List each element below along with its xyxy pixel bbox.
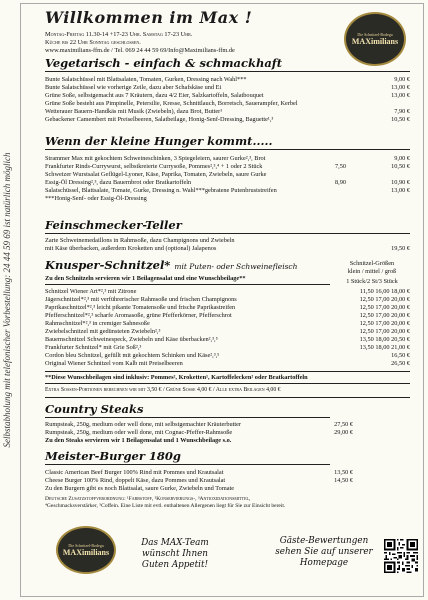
menu-item: Zarte Schweinemedaillons in Rahmsoße, dazu Champignons und Zwiebeln [45,237,235,244]
menu-item: Zwiebelschnitzel mit gedünsteten Zwiebeln²,³ [45,328,161,335]
menu-item: Original Wiener Schnitzel vom Kalb mit Preiselbeeren [45,360,183,367]
menu-item: Paprikaschnitzel*²,³ leicht pikante Tomatensoße und frische Paprikastreifen [45,304,236,311]
page-title: Willkommen im Max ! [45,8,253,27]
menu-item: Frankfurter Schnitzel* mit Grie Soß²,³ [45,344,142,351]
side-note: Selbstabholung mit telefonischer Vorbestellung: 24 44 59 69 ist natürlich möglich [2,152,12,448]
section-title-hunger: Wenn der kleine Hunger kommt..... [45,134,273,148]
kitchen-hours: Küche bis 22 Uhr Sonntag geschlossen. [45,39,141,46]
menu-item: Schnitzel Wiener Art*²,³ mit Zitrone [45,288,137,295]
divider [45,397,410,398]
knusper-title: Knusper-Schnitzel* [45,258,171,272]
greeting-line: wünscht Ihnen [142,549,208,559]
menu-item: Wetterauer Bauern-Handkäs mit Musik (Zwiebeln), dazu Brot, Butter¹ [45,108,223,115]
opening-hours: Montag-Freitag 11.30-14 +17-23 Uhr. Samstag 17-23 Uhr. [45,31,193,38]
item-price: 9,00 € [394,76,410,83]
item-price: 16,50 € [391,352,410,359]
menu-item: Cheese Burger 100% Rind, doppelt Käse, dazu Pommes und Krautsalat [45,477,226,484]
section-title-knusper [45,258,297,272]
footer-logo [56,526,116,574]
menu-item: Rumpsteak, 250g, medium oder well done, mit selbstgemachter Kräuterbutter [45,421,242,428]
menu-item: Rahmschnitzel*²,³ in cremiger Sahnesoße [45,320,150,327]
section-title-feinschmecker: Feinschmecker-Teller [45,218,182,232]
item-price: 13,00 € [391,84,410,91]
divider [45,417,330,418]
divider [45,371,410,372]
additives-line1: Deutsche Zusatzstoffverordnung: ¹Farbstoff, ²Konservierungs-, ³Antioxidationsmittel, [45,496,251,502]
burger-title: Meister-Burger [45,449,145,463]
item-price: 10,90 € [391,179,410,186]
restaurant-logo [344,12,406,66]
divider [45,383,410,384]
divider [45,284,330,285]
menu-item: Gebackener Camembert mit Preiselbeeren, Salatbeilage, Honig-Senf-Dressing, Baguette¹,³ [45,116,274,123]
section-title-steaks: Country Steaks [45,402,144,416]
menu-item: Pfefferschnitzel*²,³ scharfe Aromasoße, grüne Pfefferkörner, Pfefferschrot [45,312,232,319]
item-price: 7,90 € [394,108,410,115]
section-title-vegetarisch: Vegetarisch - einfach & schmackhaft [45,56,283,70]
menu-item: Zu den Burgern gibt es noch Blattsalat, saure Gurke, Zwiebeln und Tomate [45,485,235,492]
menu-item: ***Honig-Senf- oder Essig-Öl-Dressing [45,195,147,202]
menu-item: Frankfurter Rinds-Currywurst, selbstkreierte Currysoße, Pommes²,³,⁴ + 1 oder 2 Stück [45,163,263,170]
item-price: 11,50 16,00 18,00 € [359,288,410,295]
burger-weight: 180g [148,449,181,463]
logo-subtitle: Die Schnitzel-Bodega [357,32,393,37]
logo-name: MAXimilians [62,548,110,557]
item-price: 26,50 € [391,360,410,367]
knusper-subtitle: mit Puten- oder Schweinefleisch [174,262,298,271]
steaks-note: Zu den Steaks servieren wir 1 Beilagensalat und 1 Wunschbeilage s.o. [45,437,232,444]
item-price: 9,00 € [394,155,410,162]
menu-item: Grüne Soße, selbstgemacht aus 7 Kräutern, dazu 4/2 Eier, Salzkartoffeln, Salatbouquet [45,92,264,99]
divider [45,149,410,150]
logo-name: MAXimilians [351,37,399,46]
reviews-line: sehen Sie auf unserer [275,547,373,557]
item-price-small: 8,90 [335,179,347,186]
item-price: 12,50 17,00 20,00 € [359,312,410,319]
wunschbeilagen-note: **Diese Wunschbeilagen sind inklusiv: Pommes², Kroketten¹, Kartoffelecken² oder Bratkartoffeln [45,374,308,381]
contact-line: www.maximilians-ffm.de / Tel. 069 24 44 59 69/Info@Maximilians-ffm.de [45,47,235,54]
menu-item: Rumpsteak, 250g, medium oder well done, mit Cognac-Pfeffer-Rahmsoße [45,429,233,436]
size-header: klein / mittel / groß [347,268,397,275]
item-price: 12,50 17,00 20,00 € [359,328,410,335]
item-price: 10,50 € [391,163,410,170]
item-price: 29,00 € [334,429,353,436]
item-price: 13,50 18,00 20,50 € [359,336,410,343]
item-price: 13,00 € [391,187,410,194]
greeting-line: Das MAX-Team [141,538,209,548]
item-price: 14,50 € [334,477,353,484]
reviews-line: Gäste-Bewertungen [279,536,369,546]
item-price: 10,50 € [391,116,410,123]
item-price: 13,50 18,00 21,00 € [359,344,410,351]
item-price: 13,50 € [334,469,353,476]
greeting-line: Guten Appetit! [141,560,209,570]
schnitzel-note: Zu den Schnitzeln servieren wir 1 Beilagensalat und eine Wunschbeilage** [45,275,246,282]
item-price-small: 7,50 [335,163,347,170]
menu-item: Bunte Salatschüssel mit Blattsalaten, Tomaten, Gurken, Dressing nach Wahl*** [45,76,247,83]
menu-item: Salatschüssel, Blattsalate, Tomate, Gurke, Dressing n. Wahl***gebratene Putenbruststreifen [45,187,277,194]
logo-subtitle: Die Schnitzel-Bodega [68,543,104,548]
size-header: Schnitzel-Größen [349,260,395,267]
item-price: 27,50 € [334,421,353,428]
qr-code-icon[interactable] [384,539,418,573]
menu-item: Bauernschnitzel Schweinespeck, Zwiebeln und Käse überbacken²,³,⁵ [45,336,218,343]
item-price: 12,50 17,00 20,00 € [359,320,410,327]
menu-item: Grüne Soße besteht aus Pimpinelle, Petersilie, Kresse, Schnittlauch, Borretsch, Sauerampfer, Kerbel [45,100,298,107]
divider [45,71,410,72]
menu-item: Classic American Beef Burger 100% Rind mit Pommes und Krautsalat [45,469,224,476]
team-greeting [130,538,220,571]
divider [45,233,410,234]
menu-item: mit Käse überbacken, außerdem Kroketten und (optional) Jalapenos [45,245,217,252]
menu-item: Strammer Max mit gekochtem Schweineschinken, 3 Spiegeleiern, saurer Gurke²,³, Brot [45,155,266,162]
size-header: 1 Stück/2 St/3 Stück [346,278,398,285]
reviews-line: Homepage [299,558,349,568]
item-price: 13,00 € [391,92,410,99]
section-title-burger [45,449,181,463]
item-price: 12,50 17,00 20,00 € [359,304,410,311]
item-price: 12,50 17,00 20,00 € [359,296,410,303]
divider [45,464,330,465]
reviews-note [272,536,376,569]
menu-item: Essig-Öl Dressing²,³, dazu Bauernbrot oder Bratkartoffeln [45,179,192,186]
extra-sauces-note: Extra Soßen-Portionen berechnen wir mit 3,50 € / Grüne Soße 4,00 € / Alle extra Beilagen 4,00 € [45,387,281,393]
additives-line2: ⁴Geschmacksverstärker, ⁵Coffein. Eine Liste mit evtl. enthaltenen Allergenen liegt für Sie zur Einsicht bereit. [45,503,286,509]
menu-item: Bunte Salatschüssel wie vorherige Zeile, dazu aber Schafskäse und Ei [45,84,222,91]
menu-item: Cordon bleu Schnitzel, gefüllt mit gekochtem Schinken und Käse²,³,⁵ [45,352,220,359]
item-price: 19,50 € [391,245,410,252]
menu-item: Jägerschnitzel*²,³ mit verführerischer Rahmsoße und frischen Champignons [45,296,237,303]
menu-item: Schweizer Wurstsalat Geflügel-Lyoner, Käse, Paprika, Tomaten, Zwiebeln, saure Gurke [45,171,267,178]
